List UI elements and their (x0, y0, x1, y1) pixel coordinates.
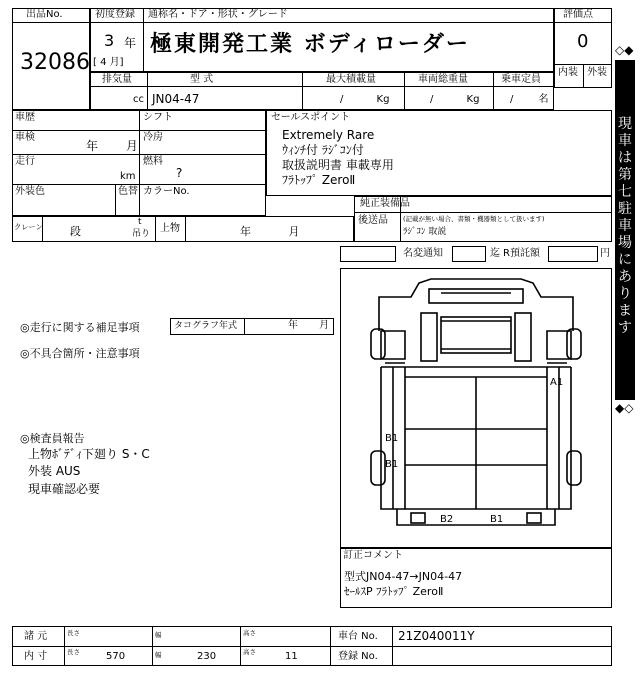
spec-width-label: 幅 (155, 631, 162, 639)
capacity-value: / 名 (510, 94, 549, 105)
inner-length-label: 長さ (67, 648, 80, 656)
inspection-value: 年 月 (86, 139, 138, 153)
grade-value: 0 (577, 31, 589, 52)
shift-label: シフト (143, 112, 173, 123)
chassis-label: 車台 No. (338, 631, 378, 642)
spec-length-label: 長さ (67, 629, 80, 637)
driving-notes-label: ◎走行に関する補足事項 (20, 321, 140, 334)
crane-t: t (138, 217, 142, 227)
genuine-equipment-label: 純正装備品 (360, 198, 410, 209)
max-load-value: / Kg (340, 94, 390, 105)
tacho-label: タコグラフ年式 (174, 321, 238, 331)
spec-label: 諸 元 (24, 631, 48, 642)
first-reg-year-unit: 年 (124, 36, 137, 50)
chassis-value: 21Z040011Y (398, 629, 475, 643)
yen-label: 円 (600, 248, 610, 259)
type-label: 型 式 (190, 74, 214, 85)
fuel-value: ? (176, 166, 183, 180)
side-banner-text: 現 車 は 第 七 駐 車 場 に あ り ま す (618, 116, 632, 336)
model-label: 通称名・ドア・形状・グレード (148, 9, 288, 20)
sales-point-line-2: ｳｨﾝﾁ付 ﾗｼﾞｺﾝ付 (282, 143, 364, 157)
damage-mark-b2-rear: B2 (440, 514, 454, 525)
sales-points-label: セールスポイント (271, 112, 351, 123)
inner-height-value: 11 (285, 651, 298, 662)
recycle-prefix: 迄 (490, 248, 500, 259)
inspector-line-2: 外装 AUS (28, 464, 81, 478)
name-change-date-box (452, 246, 486, 262)
gross-weight-value: / Kg (430, 94, 480, 105)
crane-lift: 吊り (132, 229, 151, 239)
tacho-value: 年 月 (288, 320, 330, 331)
side-banner-bottom-symbols: ◆◇ (615, 401, 634, 415)
color-change-label: 色替 (118, 186, 138, 197)
name-change-label: 名変通知 (403, 248, 443, 259)
displacement-unit: cc (133, 94, 144, 105)
first-reg-year: 3 (104, 31, 115, 50)
inspector-report-label: ◎検査員報告 (20, 432, 85, 445)
first-reg-month: [ 4 月] (93, 57, 124, 68)
lot-number: 32086 (20, 50, 90, 75)
displacement-label: 排気量 (102, 74, 132, 85)
crane-row (12, 216, 354, 242)
recycle-amount-box (548, 246, 598, 262)
side-banner-top-symbols: ◇◆ (615, 43, 634, 57)
color-label: 外装色 (15, 186, 45, 197)
vehicle-name: 極東開発工業 ボディローダー (150, 32, 470, 57)
inner-height-label: 高さ (243, 648, 256, 656)
color-number-label: カラーNo. (143, 186, 190, 197)
spec-height-label: 高さ (243, 629, 256, 637)
damage-mark-b1-left-lower: B1 (385, 459, 399, 470)
km-unit: km (120, 171, 136, 182)
correction-label: 訂正コメント (343, 550, 403, 561)
inspector-line-1: 上物ﾎﾞﾃﾞｨ下廻り S・C (28, 447, 150, 461)
truck-damage-diagram (341, 269, 611, 547)
correction-line-2: ｾｰﾙｽP ﾌﾗﾄｯﾌﾟ ZeroⅡ (344, 585, 444, 598)
sales-point-line-3: 取扱説明書 車載専用 (282, 158, 394, 172)
exterior-label: 外装 (587, 67, 607, 78)
registration-label: 登録 No. (338, 651, 378, 662)
ac-label: 冷房 (143, 132, 163, 143)
inner-width-label: 幅 (155, 651, 162, 659)
post-items-value: ﾗｼﾞｺﾝ 取説 (403, 227, 447, 237)
lot-number-label: 出品No. (26, 9, 63, 20)
interior-label: 内装 (558, 67, 578, 78)
sales-point-line-1: Extremely Rare (282, 128, 375, 142)
max-load-label: 最大積載量 (326, 74, 376, 85)
model-type-value: JN04-47 (152, 92, 200, 106)
post-items-note: (記載が無い場合、書類・機器類として扱います) (403, 215, 545, 223)
first-reg-label: 初度登録 (95, 9, 135, 20)
side-banner (615, 60, 635, 400)
damage-mark-b1-rear: B1 (490, 514, 504, 525)
post-items-label: 後送品 (358, 215, 388, 226)
grade-label: 評価点 (563, 9, 593, 20)
body-label: 上物 (160, 223, 180, 234)
damage-mark-a1: A1 (550, 377, 564, 388)
inner-width-value: 230 (197, 651, 217, 662)
defect-notes-label: ◎不具合箇所・注意事項 (20, 347, 140, 360)
inspector-line-3: 現車確認必要 (28, 482, 101, 496)
inner-dim-label: 内 寸 (24, 651, 48, 662)
gross-weight-label: 車両総重量 (418, 74, 468, 85)
history-label: 車歴 (15, 112, 35, 123)
fuel-label: 燃料 (143, 156, 163, 167)
body-date: 年 月 (240, 225, 300, 238)
correction-line-1: 型式JN04-47→JN04-47 (344, 570, 463, 583)
damage-mark-b1-left-upper: B1 (385, 433, 399, 444)
crane-label: クレーン (14, 224, 43, 233)
capacity-label: 乗車定員 (501, 74, 541, 85)
inner-length-value: 570 (106, 651, 126, 662)
inspection-label: 車検 (15, 132, 35, 143)
name-change-input-box (340, 246, 396, 262)
mileage-label: 走行 (15, 156, 35, 167)
crane-stage: 段 (70, 225, 81, 238)
sales-point-line-4: ﾌﾗﾄｯﾌﾟ ZeroⅡ (282, 173, 356, 187)
recycle-label: R預託額 (503, 248, 540, 259)
